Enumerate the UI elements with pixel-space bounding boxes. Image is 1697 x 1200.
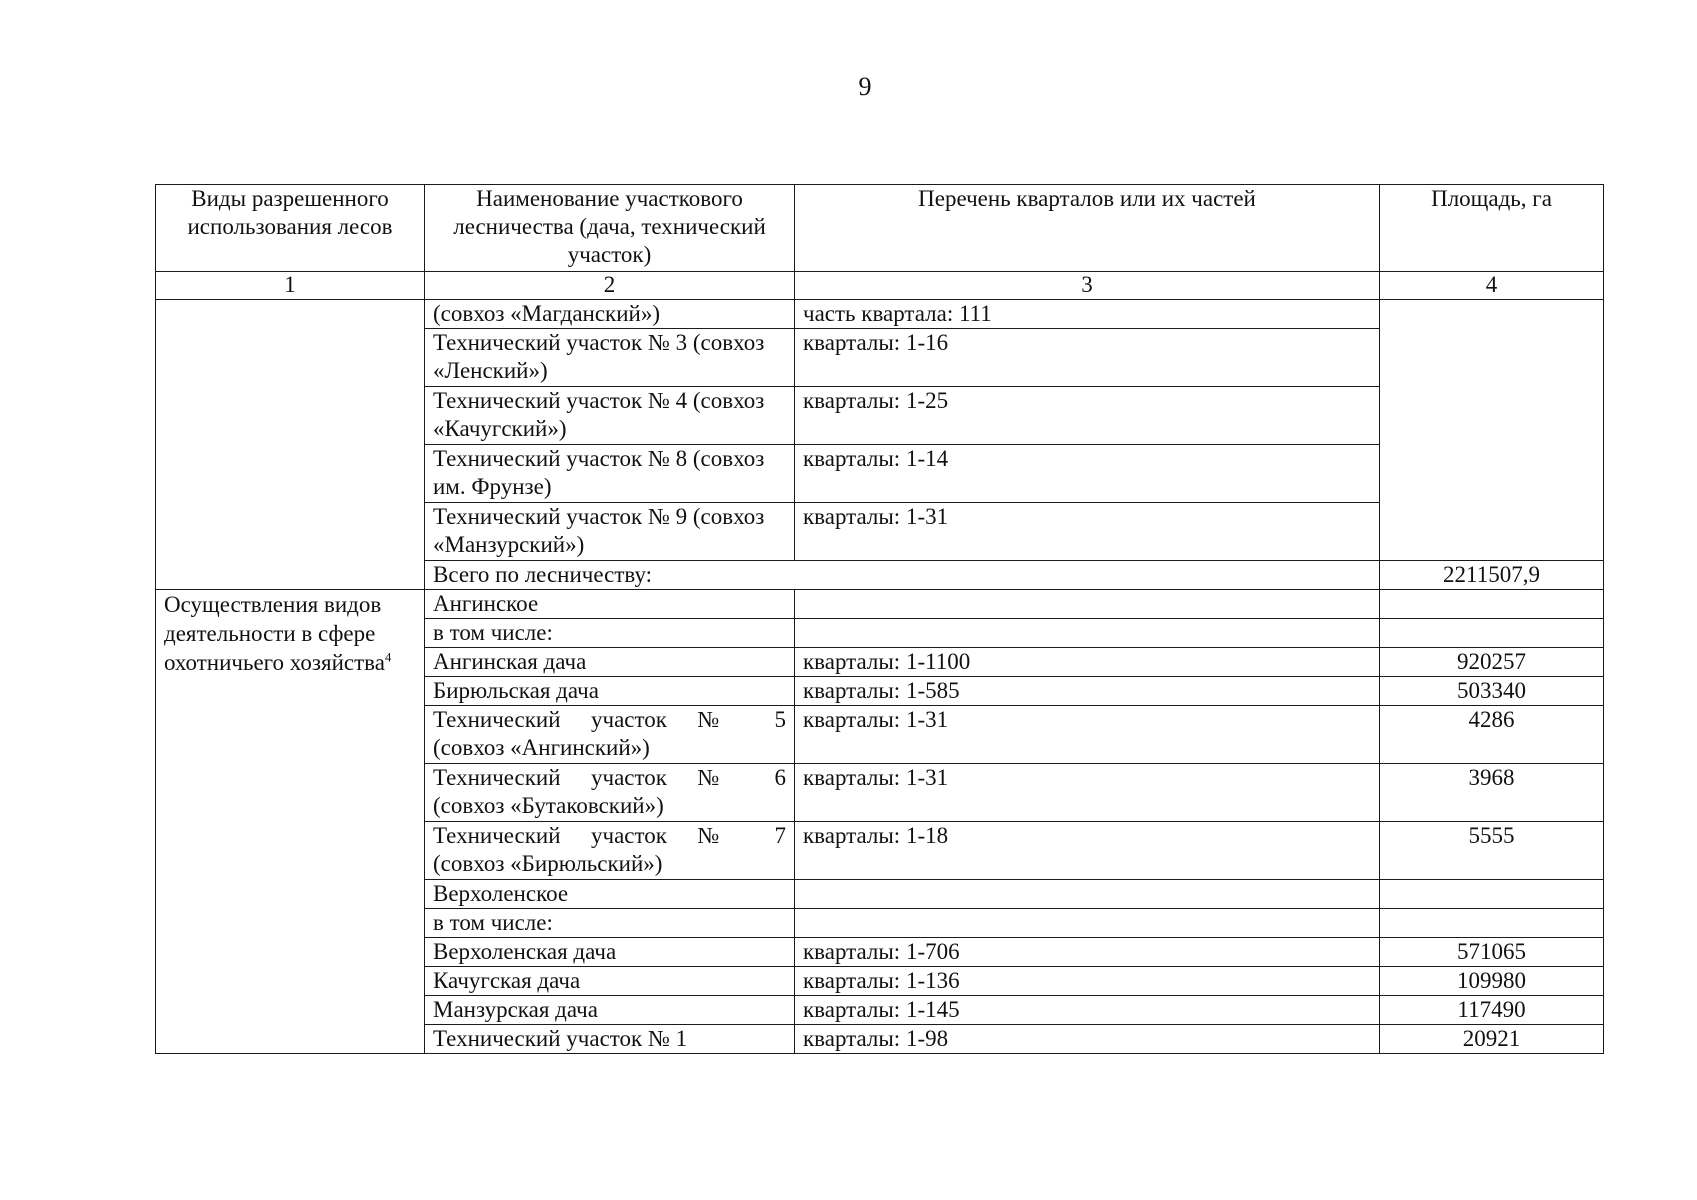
kvartals: кварталы: 1-31 — [795, 503, 1380, 561]
forestry-name: Манзурская дача — [425, 996, 795, 1025]
column-number: 4 — [1380, 272, 1604, 300]
footnote-mark: 4 — [384, 649, 392, 665]
area: 117490 — [1380, 996, 1604, 1025]
total-area: 2211507,9 — [1380, 561, 1604, 590]
area: 5555 — [1380, 822, 1604, 880]
area — [1380, 590, 1604, 619]
forestry-name: Технический участок № 4 (совхоз «Качугский») — [425, 387, 795, 445]
kvartals — [795, 590, 1380, 619]
total-label: Всего по лесничеству: — [425, 561, 1380, 590]
kvartals: кварталы: 1-145 — [795, 996, 1380, 1025]
forestry-name-line1: Технический участок № 6 — [433, 765, 786, 790]
area: 503340 — [1380, 677, 1604, 706]
page-number: 9 — [858, 72, 872, 101]
forestry-name: Ангинская дача — [425, 648, 795, 677]
area: 3968 — [1380, 764, 1604, 822]
forestry-name: Бирюльская дача — [425, 677, 795, 706]
kvartals: кварталы: 1-16 — [795, 329, 1380, 387]
forestry-name-line2: (совхоз «Бутаковский») — [433, 793, 664, 818]
area-cell-empty — [1380, 300, 1604, 561]
forestry-name: Верхоленское — [425, 880, 795, 909]
kvartals — [795, 880, 1380, 909]
kvartals — [795, 619, 1380, 648]
forestry-name — [425, 764, 795, 822]
forestry-name: Качугская дача — [425, 967, 795, 996]
kvartals: кварталы: 1-1100 — [795, 648, 1380, 677]
area: 109980 — [1380, 967, 1604, 996]
forestry-name-line1: Технический участок № 5 — [433, 707, 786, 732]
forestry-name-line2: (совхоз «Ангинский») — [433, 735, 650, 760]
kvartals: кварталы: 1-25 — [795, 387, 1380, 445]
forestry-name: (совхоз «Магданский») — [425, 300, 795, 329]
area — [1380, 909, 1604, 938]
area: 20921 — [1380, 1025, 1604, 1054]
column-numbers-row — [156, 272, 1604, 300]
kvartals — [795, 909, 1380, 938]
forestry-name-line2: (совхоз «Бирюльский») — [433, 851, 663, 876]
column-number: 2 — [425, 272, 795, 300]
area: 4286 — [1380, 706, 1604, 764]
kvartals: кварталы: 1-136 — [795, 967, 1380, 996]
forestry-name — [425, 822, 795, 880]
header-area: Площадь, га — [1380, 185, 1604, 272]
forestry-name: Верхоленская дача — [425, 938, 795, 967]
area: 571065 — [1380, 938, 1604, 967]
kvartals: кварталы: 1-31 — [795, 706, 1380, 764]
forestry-name: Технический участок № 8 (совхоз им. Фрунзе) — [425, 445, 795, 503]
column-number: 1 — [156, 272, 425, 300]
usage-type-hunting — [156, 590, 425, 1054]
forestry-name-line1: Технический участок № 7 — [433, 823, 786, 848]
header-kvartals-list: Перечень кварталов или их частей — [795, 185, 1380, 272]
forest-usage-table — [155, 184, 1604, 1054]
header-usage-type: Виды разрешенного использования лесов — [156, 185, 425, 272]
forestry-name: в том числе: — [425, 909, 795, 938]
kvartals: часть квартала: 111 — [795, 300, 1380, 329]
table-row — [156, 300, 1604, 329]
area: 920257 — [1380, 648, 1604, 677]
kvartals: кварталы: 1-14 — [795, 445, 1380, 503]
kvartals: кварталы: 1-98 — [795, 1025, 1380, 1054]
column-number: 3 — [795, 272, 1380, 300]
forestry-name: в том числе: — [425, 619, 795, 648]
forestry-name: Технический участок № 9 (совхоз «Манзурский») — [425, 503, 795, 561]
table-row — [156, 590, 1604, 619]
kvartals: кварталы: 1-585 — [795, 677, 1380, 706]
header-forestry-name: Наименование участкового лесничества (дача, технический участок) — [425, 185, 795, 272]
forestry-name: Ангинское — [425, 590, 795, 619]
forestry-name: Технический участок № 1 — [425, 1025, 795, 1054]
usage-type-text: Осуществления видов деятельности в сфере охотничьего хозяйства — [164, 592, 385, 675]
area — [1380, 619, 1604, 648]
kvartals: кварталы: 1-706 — [795, 938, 1380, 967]
kvartals: кварталы: 1-18 — [795, 822, 1380, 880]
area — [1380, 880, 1604, 909]
usage-type-cell-empty — [156, 300, 425, 590]
forestry-name: Технический участок № 3 (совхоз «Ленский») — [425, 329, 795, 387]
forestry-name — [425, 706, 795, 764]
header-row — [156, 185, 1604, 272]
kvartals: кварталы: 1-31 — [795, 764, 1380, 822]
